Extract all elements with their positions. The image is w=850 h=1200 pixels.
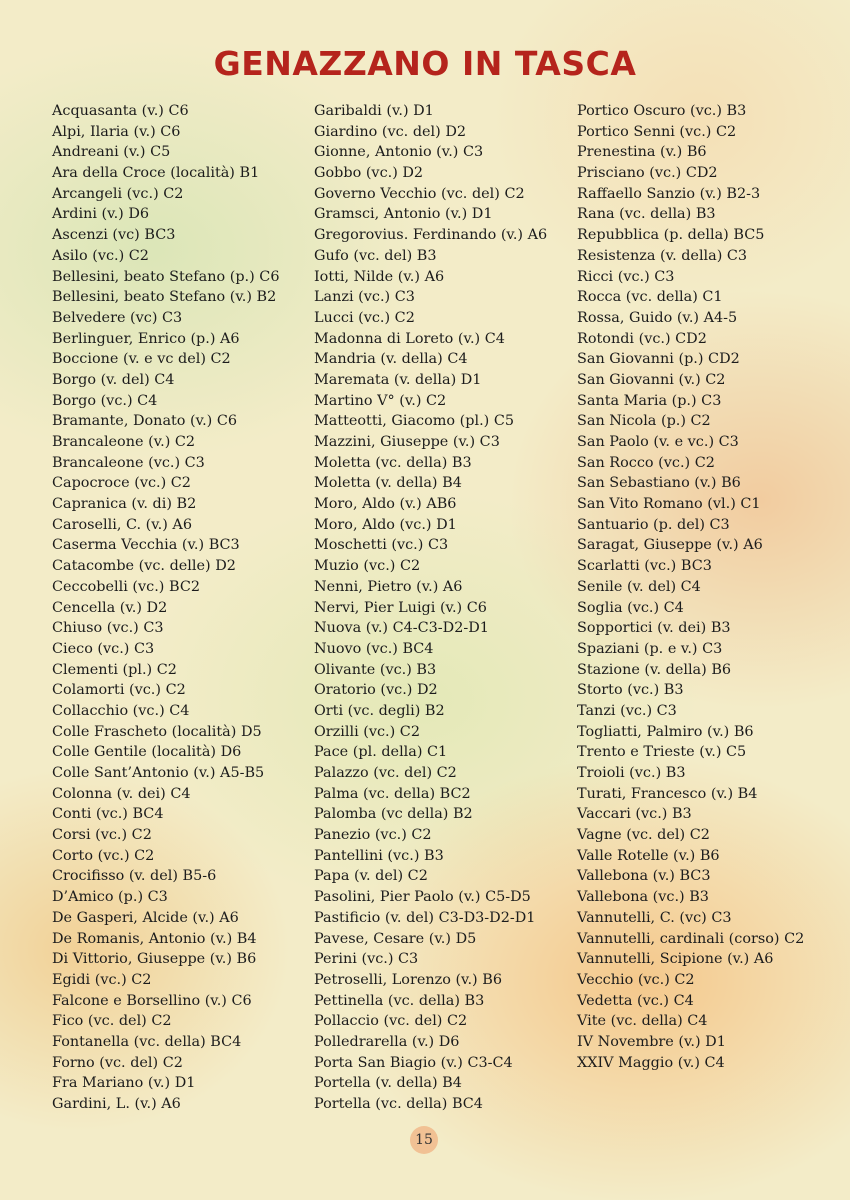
street-entry: Cencella (v.) D2	[52, 599, 168, 616]
street-entry: Catacombe (vc. delle) D2	[52, 558, 236, 575]
street-entry: Togliatti, Palmiro (v.) B6	[577, 723, 754, 740]
street-entry: Capocroce (vc.) C2	[52, 475, 191, 492]
street-entry: Ricci (vc.) C3	[577, 268, 675, 285]
street-entry: Palomba (vc della) B2	[314, 806, 473, 823]
street-entry: Conti (vc.) BC4	[52, 806, 164, 823]
street-entry: Moro, Aldo (v.) AB6	[314, 496, 457, 513]
street-entry: Corto (vc.) C2	[52, 847, 155, 864]
street-entry: Rossa, Guido (v.) A4-5	[577, 309, 738, 326]
street-entry: Boccione (v. e vc del) C2	[52, 351, 231, 368]
street-entry: Garibaldi (v.) D1	[314, 103, 434, 119]
street-entry: Falcone e Borsellino (v.) C6	[52, 992, 252, 1009]
street-entry: San Rocco (vc.) C2	[577, 454, 715, 471]
street-entry: San Nicola (p.) C2	[577, 413, 711, 430]
street-entry: Moschetti (vc.) C3	[314, 537, 449, 554]
street-entry: Rocca (vc. della) C1	[577, 289, 723, 306]
street-entry: Egidi (vc.) C2	[52, 971, 152, 988]
street-entry: De Gasperi, Alcide (v.) A6	[52, 909, 239, 926]
street-entry: Brancaleone (vc.) C3	[52, 454, 205, 471]
street-entry: Belvedere (vc) C3	[52, 309, 183, 326]
street-entry: Vannutelli, C. (vc) C3	[577, 909, 732, 926]
street-entry: Gionne, Antonio (v.) C3	[314, 144, 484, 161]
street-entry: Arcangeli (vc.) C2	[52, 185, 184, 202]
street-entry: Polledrarella (v.) D6	[314, 1033, 460, 1050]
street-entry: Vallebona (vc.) B3	[577, 889, 709, 906]
street-entry: Governo Vecchio (vc. del) C2	[314, 185, 525, 202]
street-entry: Resistenza (v. della) C3	[577, 247, 748, 264]
street-entry: Pasolini, Pier Paolo (v.) C5-D5	[314, 889, 531, 906]
street-entry: Olivante (vc.) B3	[314, 661, 437, 678]
street-entry: Fra Mariano (v.) D1	[52, 1075, 196, 1092]
street-entry: Muzio (vc.) C2	[314, 558, 421, 575]
street-entry: Fico (vc. del) C2	[52, 1013, 172, 1030]
street-entry: Gramsci, Antonio (v.) D1	[314, 206, 493, 223]
street-index-column-3	[577, 101, 804, 1073]
street-entry: Nuovo (vc.) BC4	[314, 640, 434, 657]
street-entry: Mazzini, Giuseppe (v.) C3	[314, 434, 500, 450]
street-entry: Alpi, Ilaria (v.) C6	[52, 123, 181, 140]
street-entry: Raffaello Sanzio (v.) B2-3	[577, 185, 761, 202]
street-entry: Santa Maria (p.) C3	[577, 392, 722, 409]
street-entry: Pettinella (vc. della) B3	[314, 992, 485, 1009]
street-entry: Cieco (vc.) C3	[52, 640, 155, 657]
street-entry: Capranica (v. di) B2	[52, 496, 197, 513]
street-entry: Borgo (vc.) C4	[52, 392, 158, 409]
street-entry: Vecchio (vc.) C2	[577, 971, 695, 988]
street-entry: Vedetta (vc.) C4	[577, 992, 694, 1009]
street-entry: Lanzi (vc.) C3	[314, 289, 415, 306]
street-entry: Colonna (v. dei) C4	[52, 785, 191, 802]
street-entry: Lucci (vc.) C2	[314, 309, 415, 326]
street-entry: Moletta (vc. della) B3	[314, 454, 472, 471]
street-entry: Petroselli, Lorenzo (v.) B6	[314, 971, 502, 988]
street-entry: San Paolo (v. e vc.) C3	[577, 434, 739, 450]
street-entry: Palma (vc. della) BC2	[314, 785, 471, 802]
street-entry: Gregorovius. Ferdinando (v.) A6	[314, 227, 548, 244]
street-entry: Iotti, Nilde (v.) A6	[314, 268, 445, 285]
street-index-column-2	[314, 101, 547, 1115]
page-title: GENAZZANO IN TASCA	[213, 44, 637, 83]
street-entry: Ascenzi (vc) BC3	[52, 227, 176, 244]
street-entry: Nervi, Pier Luigi (v.) C6	[314, 599, 487, 616]
street-entry: San Vito Romano (vl.) C1	[577, 496, 761, 513]
street-index-column-1	[52, 101, 279, 1115]
street-entry: Vannutelli, Scipione (v.) A6	[577, 951, 774, 968]
street-entry: Orzilli (vc.) C2	[314, 723, 420, 740]
street-entry: Portella (vc. della) BC4	[314, 1096, 483, 1112]
street-entry: Borgo (v. del) C4	[52, 371, 175, 388]
street-entry: Troioli (vc.) B3	[577, 765, 686, 781]
street-entry: Pantellini (vc.) B3	[314, 847, 444, 864]
street-entry: Andreani (v.) C5	[52, 144, 171, 161]
street-entry: Portico Oscuro (vc.) B3	[577, 103, 747, 119]
street-entry: Caserma Vecchia (v.) BC3	[52, 537, 240, 554]
street-entry: Perini (vc.) C3	[314, 951, 419, 968]
street-entry: Soglia (vc.) C4	[577, 599, 684, 616]
street-entry: Bellesini, beato Stefano (v.) B2	[52, 289, 277, 306]
street-entry: Vagne (vc. del) C2	[577, 827, 710, 844]
street-entry: Orti (vc. degli) B2	[314, 702, 445, 719]
street-entry: Vite (vc. della) C4	[577, 1013, 708, 1030]
street-entry: San Giovanni (p.) CD2	[577, 351, 740, 368]
street-entry: Vaccari (vc.) B3	[577, 806, 692, 823]
street-entry: Stazione (v. della) B6	[577, 661, 732, 678]
street-entry: Nuova (v.) C4-C3-D2-D1	[314, 620, 489, 637]
street-entry: Asilo (vc.) C2	[52, 247, 149, 264]
street-entry: San Sebastiano (v.) B6	[577, 475, 741, 492]
street-entry: Nenni, Pietro (v.) A6	[314, 578, 463, 595]
street-entry: Colamorti (vc.) C2	[52, 682, 186, 699]
street-entry: Pollaccio (vc. del) C2	[314, 1013, 468, 1030]
street-entry: Chiuso (vc.) C3	[52, 620, 164, 637]
street-entry: Valle Rotelle (v.) B6	[577, 847, 720, 864]
street-entry: Papa (v. del) C2	[314, 868, 428, 885]
street-entry: Saragat, Giuseppe (v.) A6	[577, 537, 763, 554]
street-entry: Prisciano (vc.) CD2	[577, 165, 718, 182]
street-entry: Portico Senni (vc.) C2	[577, 123, 737, 140]
street-entry: Spaziani (p. e v.) C3	[577, 640, 723, 657]
street-entry: Porta San Biagio (v.) C3-C4	[314, 1054, 513, 1071]
street-entry: Rana (vc. della) B3	[577, 206, 716, 223]
street-entry: Pace (pl. della) C1	[314, 744, 448, 761]
street-entry: Sopportici (v. dei) B3	[577, 620, 731, 637]
street-entry: Scarlatti (vc.) BC3	[577, 558, 712, 575]
street-entry: Prenestina (v.) B6	[577, 144, 707, 161]
street-entry: Colle Gentile (località) D6	[52, 744, 242, 761]
page-number: 15	[410, 1126, 438, 1154]
street-entry: Tanzi (vc.) C3	[577, 702, 677, 719]
street-entry: Berlinguer, Enrico (p.) A6	[52, 330, 240, 347]
street-entry: Forno (vc. del) C2	[52, 1054, 183, 1071]
street-entry: Collacchio (vc.) C4	[52, 702, 190, 719]
street-entry: Mandria (v. della) C4	[314, 351, 468, 368]
street-entry: Moletta (v. della) B4	[314, 475, 462, 492]
street-entry: D’Amico (p.) C3	[52, 889, 168, 906]
street-entry: Acquasanta (v.) C6	[52, 103, 189, 119]
street-entry: Martino V° (v.) C2	[314, 392, 447, 409]
street-entry: Ara della Croce (località) B1	[52, 165, 260, 182]
street-entry: Crocifisso (v. del) B5-6	[52, 868, 217, 885]
street-entry: Caroselli, C. (v.) A6	[52, 516, 192, 533]
street-entry: Madonna di Loreto (v.) C4	[314, 330, 505, 347]
street-entry: Gufo (vc. del) B3	[314, 247, 437, 264]
street-entry: Pastificio (v. del) C3-D3-D2-D1	[314, 909, 536, 926]
street-entry: Brancaleone (v.) C2	[52, 434, 196, 450]
street-entry: Ardini (v.) D6	[52, 206, 150, 223]
street-entry: Bramante, Donato (v.) C6	[52, 413, 238, 430]
street-entry: Gardini, L. (v.) A6	[52, 1096, 181, 1112]
street-entry: Portella (v. della) B4	[314, 1075, 462, 1092]
street-entry: De Romanis, Antonio (v.) B4	[52, 930, 257, 947]
street-entry: Vannutelli, cardinali (corso) C2	[577, 930, 805, 947]
street-entry: Panezio (vc.) C2	[314, 827, 432, 844]
street-entry: Bellesini, beato Stefano (p.) C6	[52, 268, 280, 285]
street-entry: Rotondi (vc.) CD2	[577, 330, 707, 347]
street-entry: Di Vittorio, Giuseppe (v.) B6	[52, 951, 257, 968]
street-entry: Clementi (pl.) C2	[52, 661, 177, 678]
street-entry: Repubblica (p. della) BC5	[577, 227, 765, 244]
street-entry: Turati, Francesco (v.) B4	[577, 785, 758, 802]
street-entry: Ceccobelli (vc.) BC2	[52, 578, 200, 595]
street-entry: Colle Frascheto (località) D5	[52, 723, 262, 740]
street-entry: Pavese, Cesare (v.) D5	[314, 930, 477, 947]
street-entry: Storto (vc.) B3	[577, 682, 684, 699]
street-entry: Corsi (vc.) C2	[52, 827, 152, 844]
street-entry: Moro, Aldo (vc.) D1	[314, 516, 457, 533]
street-entry: XXIV Maggio (v.) C4	[577, 1054, 725, 1071]
street-entry: Palazzo (vc. del) C2	[314, 765, 457, 781]
street-entry: Fontanella (vc. della) BC4	[52, 1033, 242, 1050]
street-entry: Trento e Trieste (v.) C5	[577, 744, 747, 761]
street-entry: Vallebona (v.) BC3	[577, 868, 711, 885]
street-entry: Colle Sant’Antonio (v.) A5-B5	[52, 765, 265, 781]
street-entry: Giardino (vc. del) D2	[314, 123, 467, 140]
street-entry: Gobbo (vc.) D2	[314, 165, 424, 182]
street-entry: Maremata (v. della) D1	[314, 371, 482, 388]
street-entry: San Giovanni (v.) C2	[577, 371, 726, 388]
street-entry: Oratorio (vc.) D2	[314, 682, 438, 699]
street-entry: IV Novembre (v.) D1	[577, 1033, 726, 1050]
street-entry: Matteotti, Giacomo (pl.) C5	[314, 413, 515, 430]
street-entry: Santuario (p. del) C3	[577, 516, 730, 533]
street-entry: Senile (v. del) C4	[577, 578, 701, 595]
